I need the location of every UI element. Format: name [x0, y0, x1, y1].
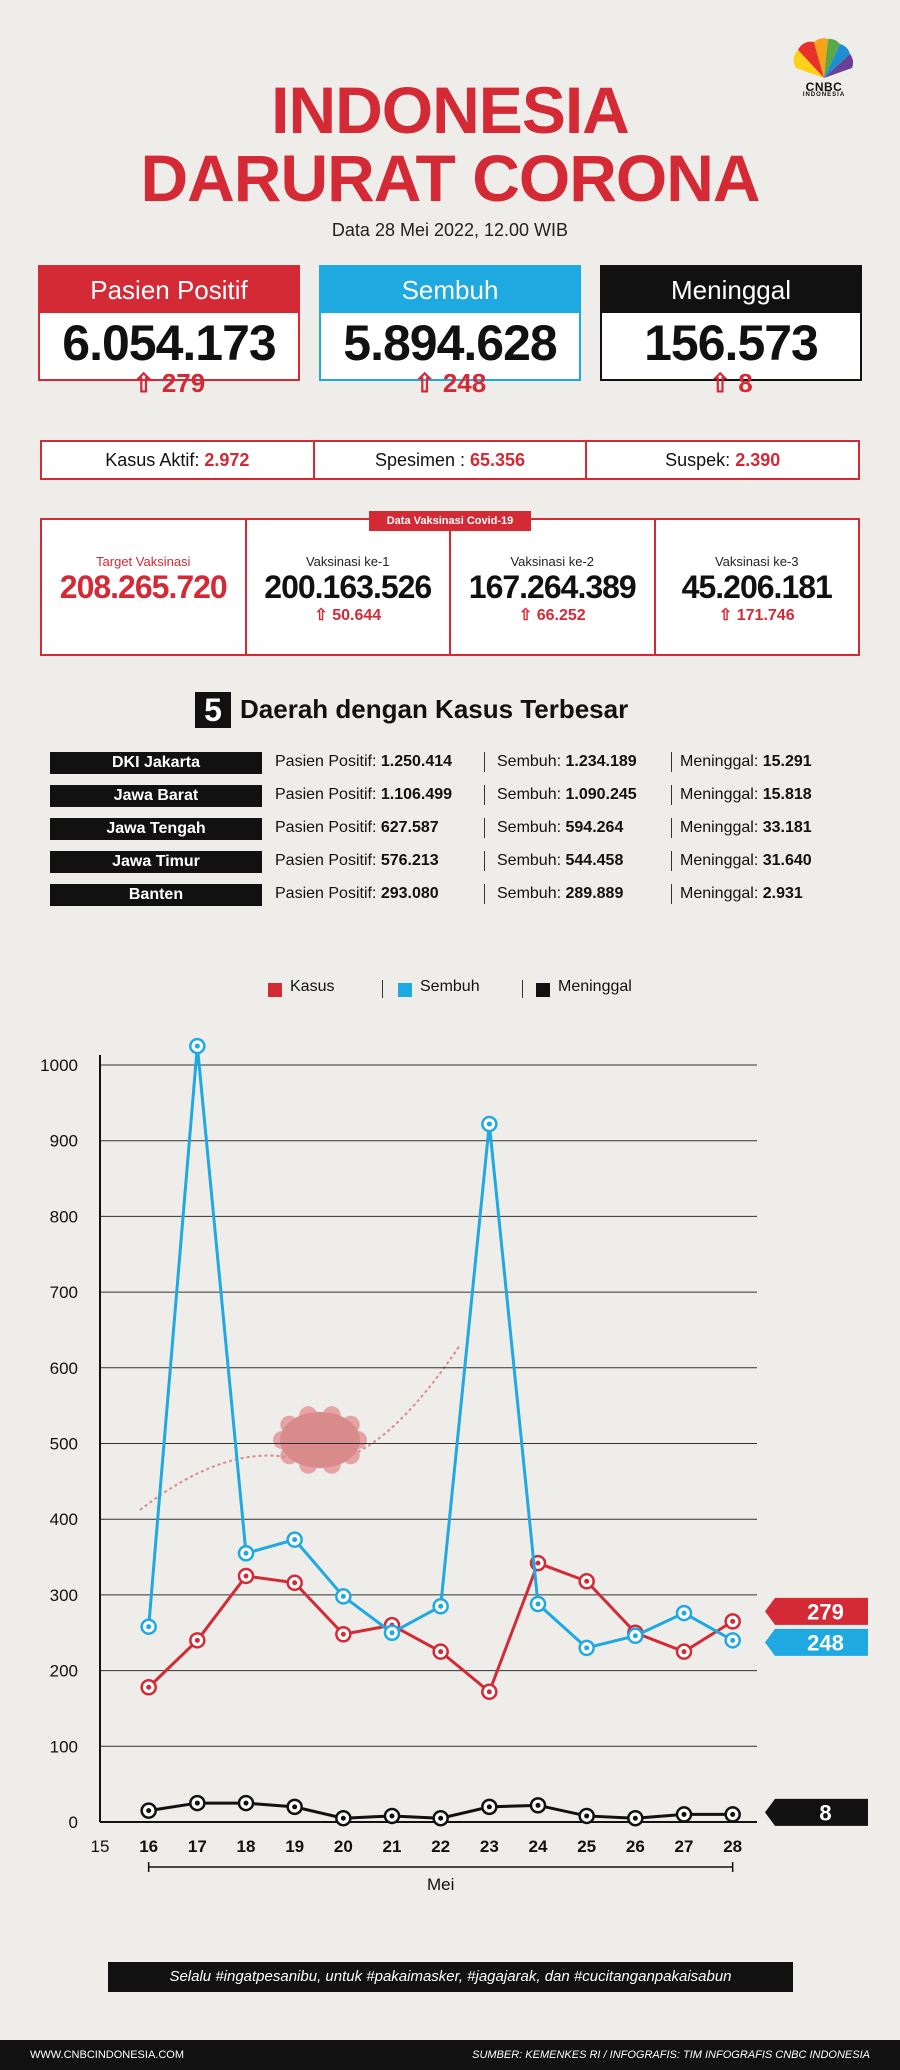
stat-recovered [319, 265, 581, 398]
info-specimen: Spesimen : 65.356 [315, 442, 588, 478]
data-point-dot [536, 1561, 541, 1566]
data-point-dot [195, 1801, 200, 1806]
data-point-dot [146, 1624, 151, 1629]
y-tick-label: 800 [49, 1207, 78, 1227]
x-tick-label: 20 [333, 1837, 353, 1856]
legend-swatch-kasus [268, 983, 282, 997]
logo-subtext: INDONESIA [802, 92, 846, 98]
data-point-dot [146, 1685, 151, 1690]
data-point-dot [292, 1537, 297, 1542]
double-chevron-up-icon: ⇧ [132, 368, 155, 398]
footer-bar [0, 2040, 900, 2070]
end-label-value: 8 [819, 1800, 832, 1826]
data-point-dot [244, 1551, 249, 1556]
x-tick-label: 19 [285, 1837, 305, 1856]
region-row: DKI Jakarta Pasien Positif: 1.250.414 Sembuh: 1.234.189 Meninggal: 15.291 [50, 750, 870, 776]
data-point-dot [584, 1645, 589, 1650]
region-row: Banten Pasien Positif: 293.080 Sembuh: 289.889 Meninggal: 2.931 [50, 882, 870, 908]
vaccination-badge: Data Vaksinasi Covid-19 [369, 511, 531, 531]
stat-death-label: Meninggal [602, 267, 860, 313]
data-point-dot [682, 1812, 687, 1817]
series-line-kasus [149, 1563, 733, 1692]
vaccination-dose-1: Vaksinasi ke-1 200.163.526 ⇧ 50.644 [247, 520, 452, 654]
series-line-sembuh [149, 1046, 733, 1648]
x-tick-label: 15 [90, 1837, 110, 1856]
legend-swatch-sembuh [398, 983, 412, 997]
x-tick-label: 16 [139, 1837, 159, 1856]
y-tick-label: 400 [49, 1510, 78, 1530]
data-point-dot [390, 1630, 395, 1635]
data-point-dot [584, 1813, 589, 1818]
x-tick-label: 22 [431, 1837, 451, 1856]
data-point-dot [341, 1594, 346, 1599]
stat-death [600, 265, 862, 398]
y-tick-label: 600 [49, 1358, 78, 1378]
data-point-dot [341, 1632, 346, 1637]
region-row: Jawa Tengah Pasien Positif: 627.587 Sembuh: 594.264 Meninggal: 33.181 [50, 816, 870, 842]
data-point-dot [730, 1812, 735, 1817]
stat-positive [38, 265, 300, 398]
data-point-dot [584, 1579, 589, 1584]
legend-swatch-meninggal [536, 983, 550, 997]
data-point-dot [633, 1816, 638, 1821]
y-tick-label: 100 [49, 1737, 78, 1757]
data-point-dot [292, 1580, 297, 1585]
data-point-dot [438, 1649, 443, 1654]
data-point-dot [682, 1649, 687, 1654]
y-tick-label: 200 [49, 1661, 78, 1681]
legend-divider [382, 980, 383, 998]
data-point-dot [195, 1638, 200, 1643]
y-tick-label: 700 [49, 1283, 78, 1303]
x-tick-label: 21 [382, 1837, 402, 1856]
info-active-cases: Kasus Aktif: 2.972 [42, 442, 315, 478]
footer-source: SUMBER: KEMENKES RI / INFOGRAFIS: TIM INFOGRAFIS CNBC INDONESIA [472, 2049, 870, 2061]
regions-count-badge: 5 [195, 692, 231, 728]
data-point-dot [244, 1801, 249, 1806]
data-point-dot [341, 1816, 346, 1821]
virus-decoration-icon [273, 1406, 367, 1473]
double-chevron-up-icon: ⇧ [314, 607, 328, 624]
legend-label-meninggal: Meninggal [558, 978, 632, 995]
double-chevron-up-icon: ⇧ [518, 607, 533, 624]
x-tick-label: 18 [236, 1837, 256, 1856]
vaccination-dose-2: Vaksinasi ke-2 167.264.389 ⇧ 66.252 [451, 520, 656, 654]
stat-recovered-increase: ⇧ 248 [413, 368, 487, 398]
hashtag-banner: Selalu #ingatpesanibu, untuk #pakaimasker, #jagajarak, dan #cucitanganpakaisabun [108, 1962, 793, 1992]
y-tick-label: 1000 [40, 1056, 78, 1075]
stat-recovered-value: 5.894.628 [343, 315, 557, 371]
y-tick-label: 300 [49, 1585, 78, 1605]
vaccination-panel [40, 518, 860, 656]
title-line-1: INDONESIA [271, 73, 629, 147]
double-chevron-up-icon: ⇧ [718, 607, 733, 624]
y-tick-label: 500 [49, 1434, 78, 1454]
double-chevron-up-icon: ⇧ [413, 368, 436, 398]
data-point-dot [487, 1689, 492, 1694]
data-point-dot [146, 1808, 151, 1813]
footer-site: WWW.CNBCINDONESIA.COM [30, 2049, 184, 2061]
region-row: Jawa Barat Pasien Positif: 1.106.499 Sembuh: 1.090.245 Meninggal: 15.818 [50, 783, 870, 809]
data-point-dot [682, 1611, 687, 1616]
x-tick-label: 25 [577, 1837, 597, 1856]
title-line-2: DARURAT CORONA [140, 141, 760, 215]
double-chevron-up-icon: ⇧ [709, 368, 732, 398]
y-tick-label: 0 [68, 1813, 78, 1832]
legend-divider [522, 980, 523, 998]
peacock-icon [784, 36, 864, 80]
x-tick-label: 24 [528, 1837, 548, 1856]
logo-text: CNBC [805, 80, 843, 94]
data-point-dot [438, 1816, 443, 1821]
stat-death-value: 156.573 [644, 315, 818, 371]
y-tick-label: 900 [49, 1131, 78, 1151]
data-point-dot [390, 1813, 395, 1818]
vaccination-dose-3: Vaksinasi ke-3 45.206.181 ⇧ 171.746 [681, 554, 832, 624]
stat-recovered-label: Sembuh [321, 267, 579, 313]
region-row: Jawa Timur Pasien Positif: 576.213 Sembuh: 544.458 Meninggal: 31.640 [50, 849, 870, 875]
x-tick-label: 28 [723, 1837, 743, 1856]
legend-label-kasus: Kasus [290, 978, 335, 995]
data-point-dot [438, 1604, 443, 1609]
stat-positive-value: 6.054.173 [62, 315, 276, 371]
data-point-dot [195, 1044, 200, 1049]
vaccination-target: Target Vaksinasi 208.265.720 [42, 520, 247, 654]
line-chart [0, 1000, 900, 1960]
regions-title: Daerah dengan Kasus Terbesar [240, 694, 629, 724]
x-axis-label: Mei [426, 1875, 455, 1894]
data-point-dot [633, 1633, 638, 1638]
legend-label-sembuh: Sembuh [420, 978, 480, 995]
x-tick-label: 27 [674, 1837, 694, 1856]
data-point-dot [536, 1803, 541, 1808]
stat-positive-increase: ⇧ 279 [132, 368, 206, 398]
info-row [40, 440, 860, 480]
data-point-dot [487, 1122, 492, 1127]
data-point-dot [730, 1638, 735, 1643]
end-label-tag [765, 1799, 868, 1826]
data-point-dot [730, 1619, 735, 1624]
stat-positive-label: Pasien Positif [40, 267, 298, 313]
end-label-value: 248 [807, 1630, 844, 1656]
x-tick-label: 26 [625, 1837, 645, 1856]
x-tick-label: 17 [187, 1837, 207, 1856]
stat-death-increase: ⇧ 8 [709, 368, 753, 398]
x-tick-label: 23 [479, 1837, 499, 1856]
data-point-dot [487, 1804, 492, 1809]
end-label-value: 279 [807, 1599, 844, 1625]
data-point-dot [292, 1804, 297, 1809]
info-suspect: Suspek: 2.390 [665, 450, 781, 470]
data-point-dot [536, 1601, 541, 1606]
data-timestamp: Data 28 Mei 2022, 12.00 WIB [331, 220, 569, 240]
data-point-dot [244, 1573, 249, 1578]
